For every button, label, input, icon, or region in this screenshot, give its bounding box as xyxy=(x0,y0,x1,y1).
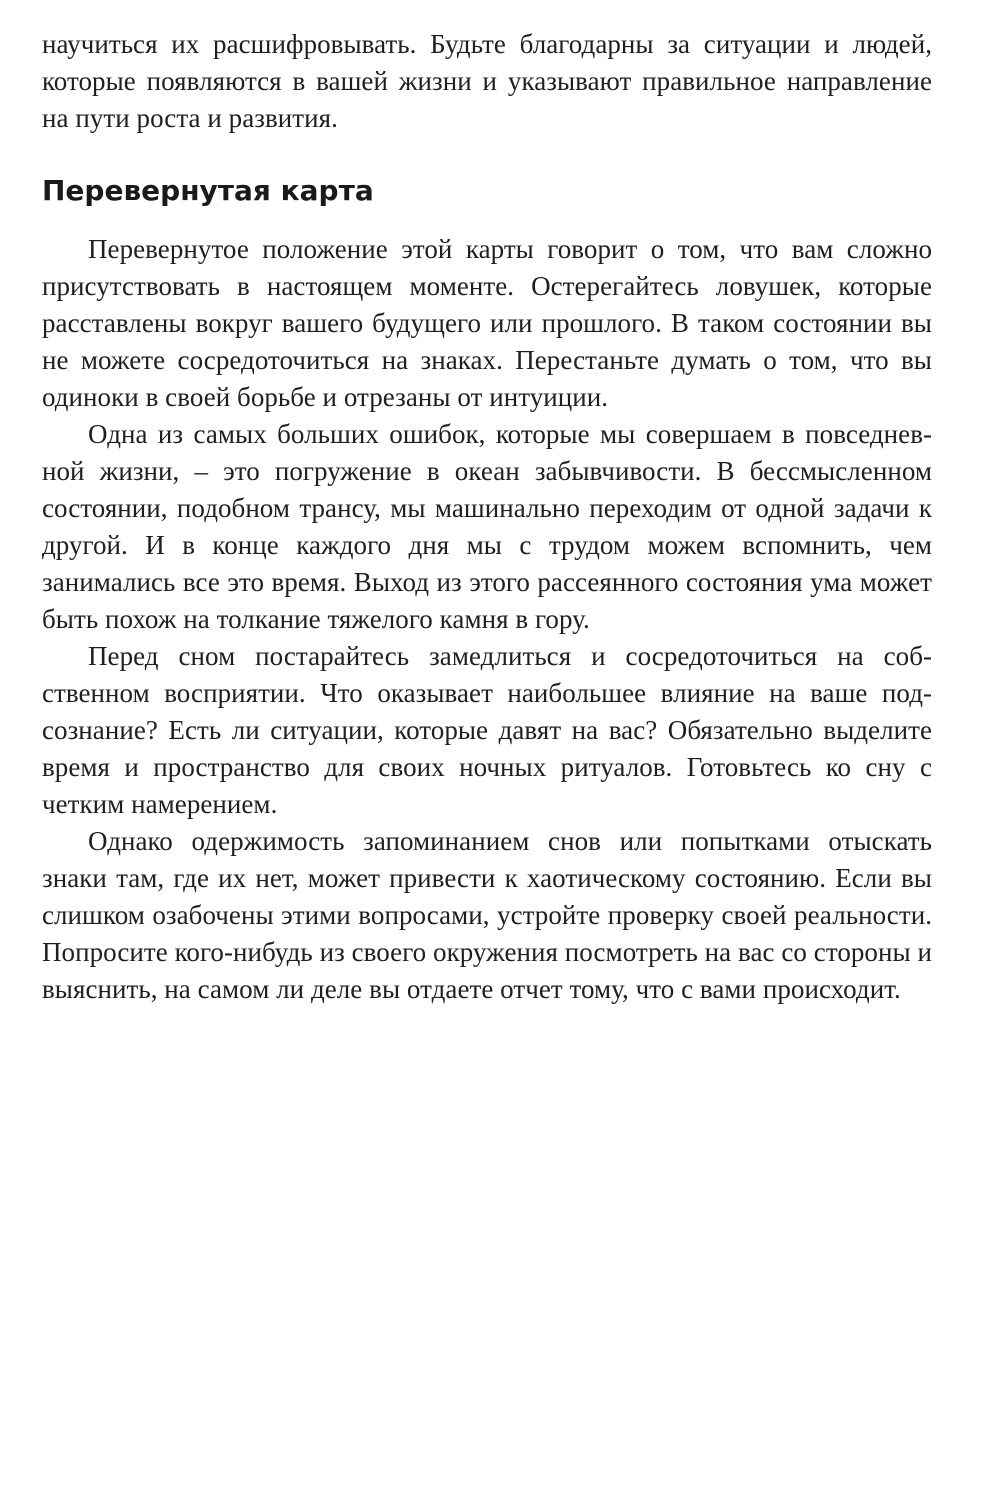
intro-paragraph: научиться их расшифровывать. Будьте благодарны за ситуации и людей, которые появляются в вашей жизни и указывают правильное направление на пути роста и развития. xyxy=(42,29,932,133)
reversed-card-section xyxy=(42,174,932,1008)
section-paragraph-1: Перевернутое положение этой карты говорит о том, что вам сложно присутствовать в настоящем моменте. Остерегайтесь ловушек, которые расставлены вокруг вашего будущего или прошлого. В таком состоянии вы не можете сосредоточиться на знаках. Перестаньте думать о том, что вы одиноки в своей борьбе и отрезаны от интуиции. xyxy=(42,234,932,412)
page-text-block xyxy=(42,26,932,1008)
section-paragraph-2: Одна из самых больших ошибок, которые мы совершаем в повседневной жизни, – это погружение в океан забывчивости. В бессмысленном состоянии, подобном трансу, мы машинально переходим от одной задачи к другой. И в конце каждого дня мы с трудом можем вспомнить, чем занимались все это время. Выход из этого рассеянного состояния ума может быть похож на толкание тяжелого камня в гору. xyxy=(42,419,932,634)
section-paragraph-3: Перед сном постарайтесь замедлиться и сосредоточиться на собственном восприятии. Что оказывает наибольшее влияние на ваше подсознание? Есть ли ситуации, которые давят на вас? Обязательно выделите время и пространство для своих ночных ритуалов. Готовьтесь ко сну с четким намерением. xyxy=(42,641,932,819)
section-heading: Перевернутая карта xyxy=(42,174,374,207)
section-paragraph-4: Однако одержимость запоминанием снов или попытками отыскать знаки там, где их нет, может привести к хаотическому состоянию. Если вы слишком озабочены этими вопросами, устройте проверку своей реальности. Попросите кого-нибудь из своего окружения посмотреть на вас со стороны и выяснить, на самом ли деле вы отдаете отчет тому, что с вами происходит. xyxy=(42,826,932,1004)
